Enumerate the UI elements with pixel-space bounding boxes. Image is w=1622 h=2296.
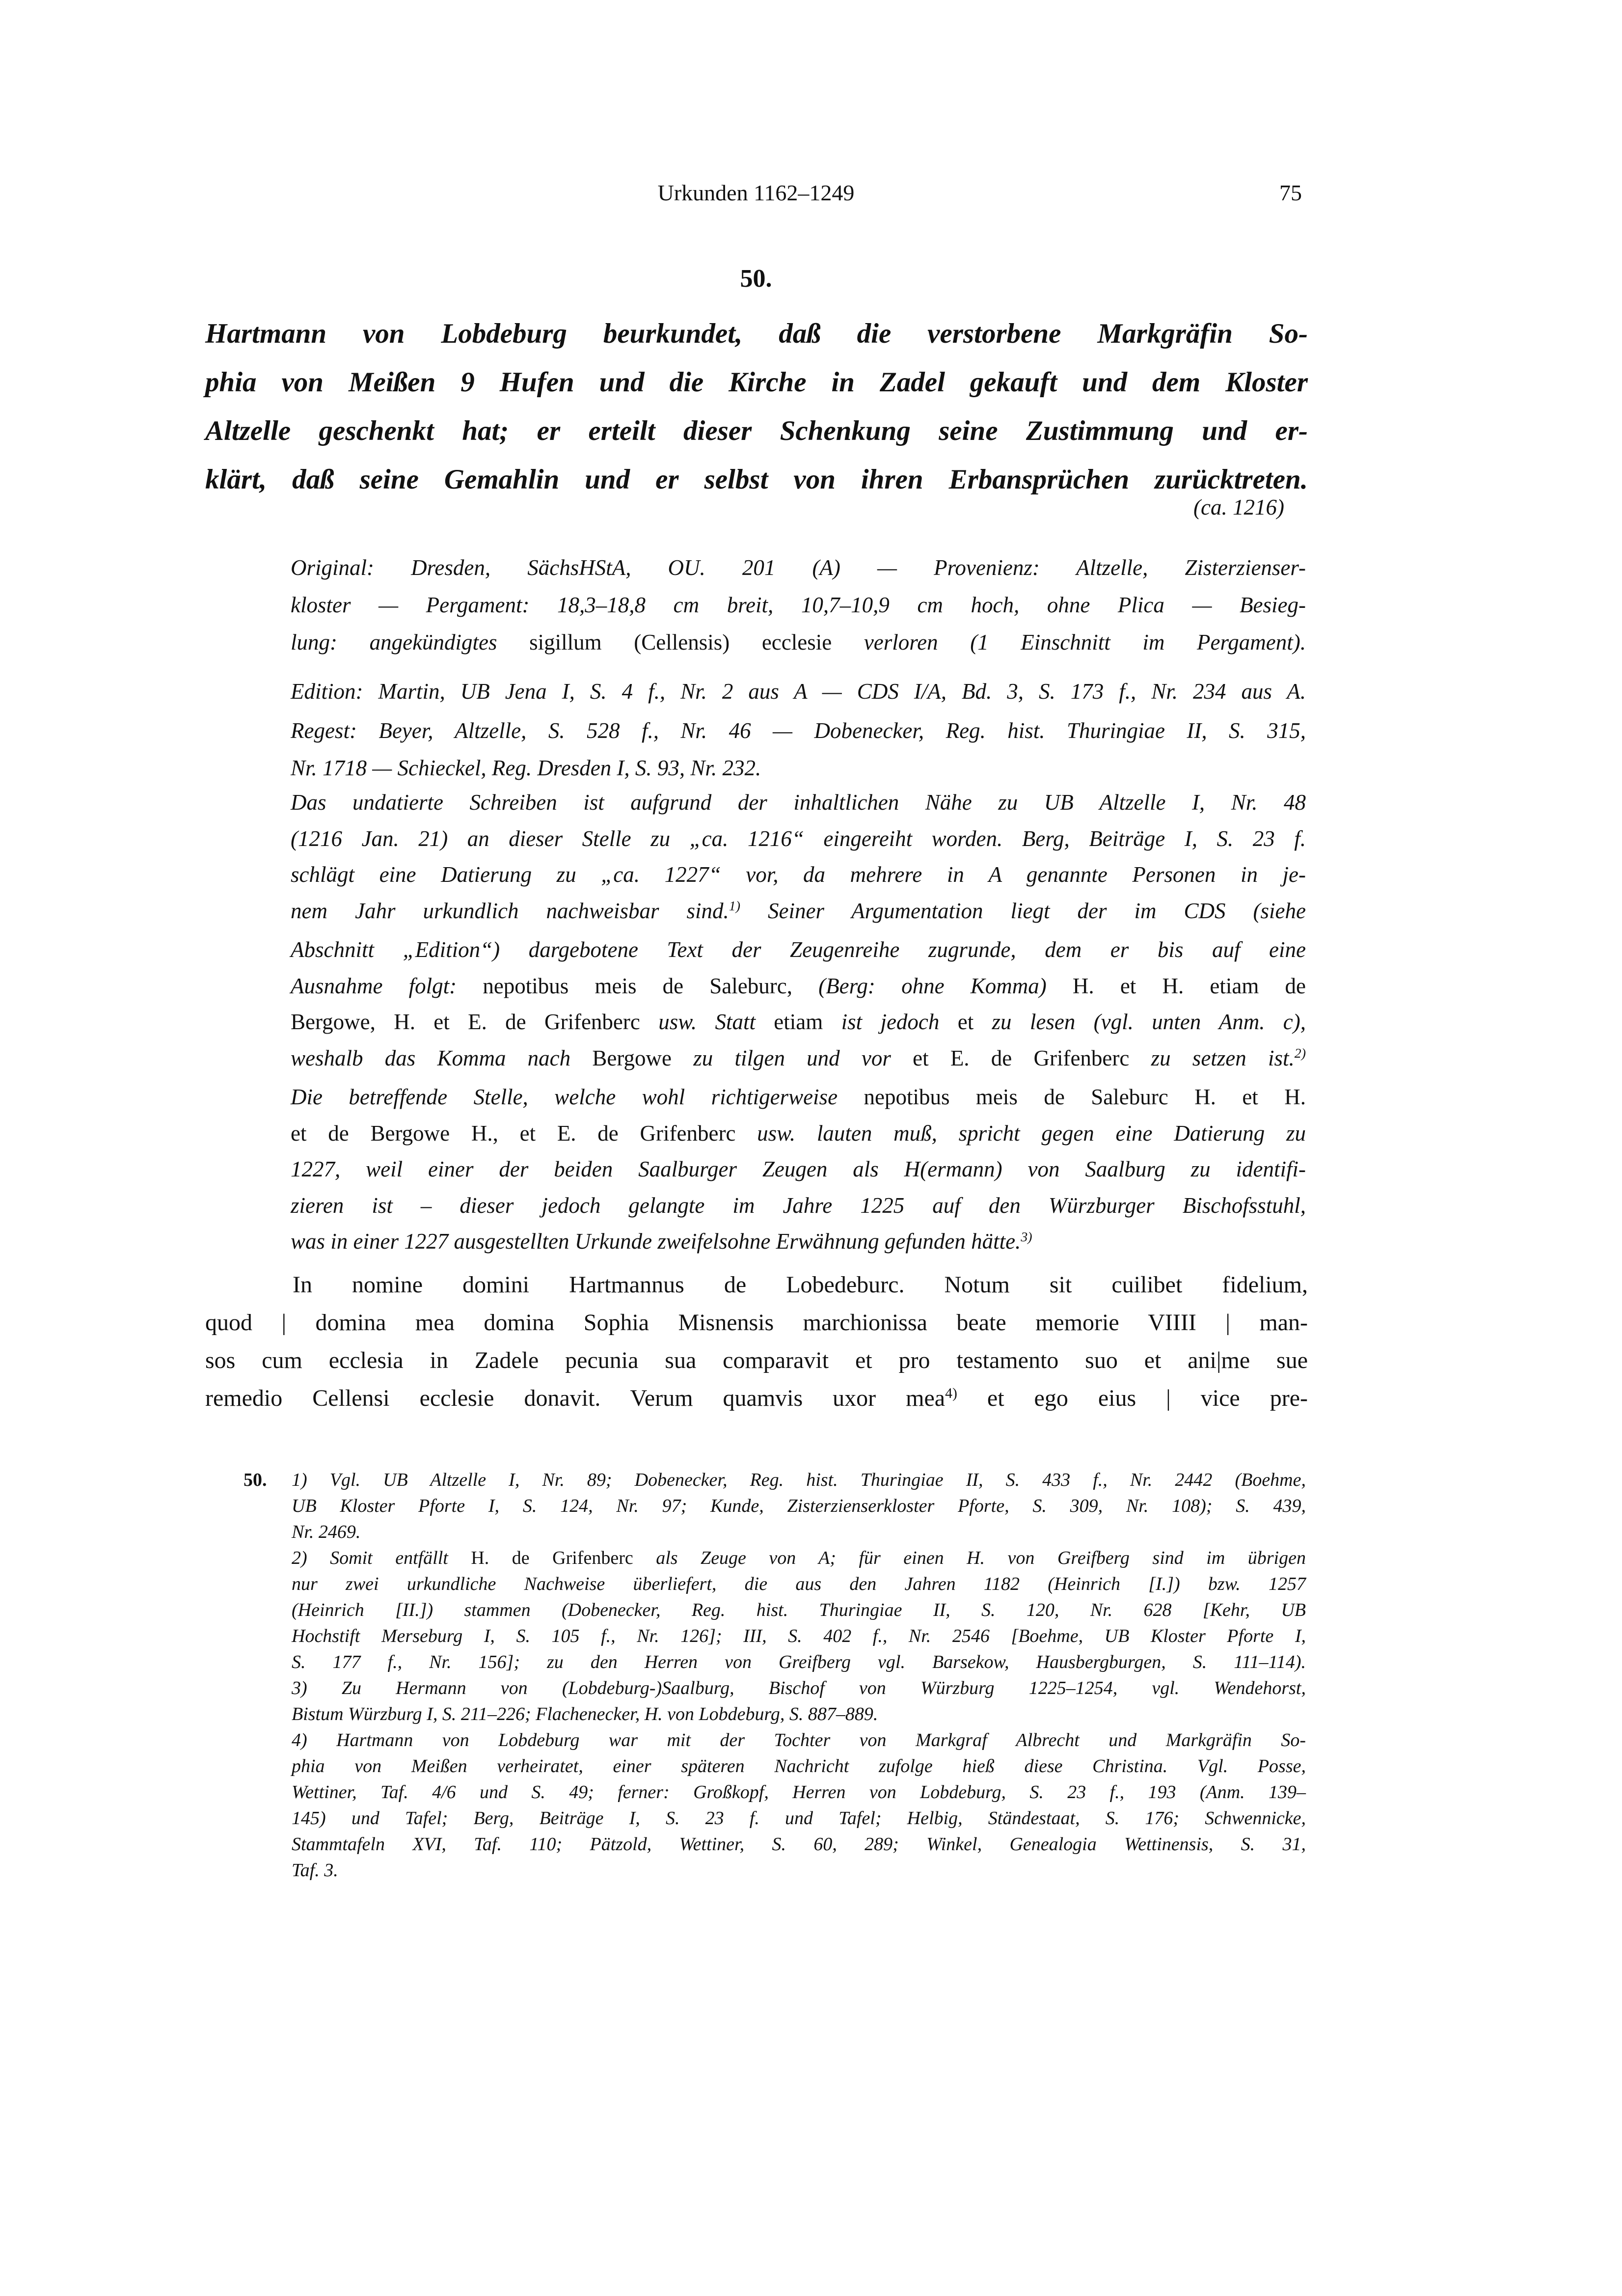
text-run: schlägt eine Datierung zu „ca. 1227“ vor, da mehrere in A genannte Personen in je- (291, 862, 1306, 887)
text-run: verloren (1 Einschnitt im Pergament). (864, 630, 1306, 655)
text-run: et (957, 1010, 992, 1034)
text-run: Taf. 3. (292, 1860, 338, 1881)
text-run: et ego eius | vice pre- (957, 1385, 1308, 1411)
text-line (291, 785, 1306, 821)
text-run: Edition: Martin, UB Jena I, S. 4 f., Nr. 2 aus A — CDS I/A, Bd. 3, S. 173 f., Nr. 234 aus A. (291, 679, 1306, 704)
text-run: nur zwei urkundliche Nachweise überliefert, die aus den Jahren 1182 (Heinrich [I.]) bzw. 1257 (292, 1574, 1306, 1594)
text-line (292, 1805, 1306, 1831)
footnote-3 (292, 1675, 1306, 1727)
text-line (291, 821, 1306, 857)
text-line (292, 1701, 1306, 1727)
text-run: weshalb das Komma nach (291, 1045, 593, 1070)
text-run: phia von Meißen 9 Hufen und die Kirche in Zadel gekauft und dem Kloster (205, 367, 1308, 398)
text-run: ist jedoch (841, 1010, 958, 1034)
charter-number: 50. (740, 265, 772, 293)
text-run: quod | domina mea domina Sophia Misnensis marchionissa beate memorie VIIII | man- (205, 1310, 1308, 1336)
footnote-4 (292, 1727, 1306, 1884)
text-run: Stammtafeln XVI, Taf. 110; Pätzold, Wettiner, S. 60, 289; Winkel, Genealogia Wettinensis, S. 31, (292, 1834, 1306, 1855)
text-run: usw. Statt (658, 1010, 774, 1034)
text-line (205, 309, 1308, 358)
text-run: etiam (774, 1010, 841, 1034)
text-run: Hartmann von Lobdeburg beurkundet, daß die verstorbene Markgräfin So- (205, 318, 1308, 349)
text-line (205, 1341, 1308, 1379)
text-run: H. de Grifenberc (471, 1548, 656, 1568)
charter-summary (205, 309, 1308, 504)
text-run: 3) Zu Hermann von (Lobdeburg-)Saalburg, Bischof von Würzburg 1225–1254, vgl. Wendehorst, (292, 1678, 1306, 1698)
text-line (291, 624, 1306, 661)
text-line (205, 1266, 1308, 1304)
apparatus-edition (291, 673, 1306, 710)
text-run: Bistum Würzburg I, S. 211–226; Flachenecker, H. von Lobdeburg, S. 887–889. (292, 1704, 878, 1724)
footnote-2 (292, 1545, 1306, 1675)
text-run: et E. de Grifenberc (913, 1045, 1151, 1070)
text-run: sigillum (Cellensis) ecclesie (529, 630, 864, 655)
charter-date: (ca. 1216) (1193, 495, 1284, 519)
text-line (291, 893, 1306, 932)
text-run: (1216 Jan. 21) an dieser Stelle zu „ca. 1216“ eingereiht worden. Berg, Beiträge I, S. 23 f. (291, 826, 1306, 851)
text-run: UB Kloster Pforte I, S. 124, Nr. 97; Kunde, Zisterzienserkloster Pforte, S. 309, Nr. 108); S. 439, (292, 1496, 1306, 1516)
text-line (292, 1545, 1306, 1571)
footnotes-block (243, 1467, 1306, 1884)
text-line (292, 1571, 1306, 1597)
text-run: nem Jahr urkundlich nachweisbar sind. (291, 898, 729, 923)
text-line (291, 1116, 1306, 1152)
text-run: Nr. 1718 — Schieckel, Reg. Dresden I, S. 93, Nr. 232. (291, 756, 761, 780)
text-run: Die betreffende Stelle, welche wohl richtigerweise (291, 1085, 864, 1109)
text-line (292, 1519, 1306, 1545)
text-run: als Zeuge von A; für einen H. von Greifberg sind im übrigen (656, 1548, 1306, 1568)
text-run: Bergowe (592, 1045, 694, 1070)
text-run: was in einer 1227 ausgestellten Urkunde zweifelsohne Erwähnung gefunden hätte. (291, 1229, 1021, 1254)
text-run: 145) und Tafel; Berg, Beiträge I, S. 23 f. und Tafel; Helbig, Ständestaat, S. 176; Schwennicke, (292, 1808, 1306, 1829)
page-number: 75 (1279, 180, 1302, 205)
text-run: 4) (945, 1385, 957, 1401)
text-run: 1) Vgl. UB Altzelle I, Nr. 89; Dobenecker, Reg. hist. Thuringiae II, S. 433 f., Nr. 2442 (Boehme, (292, 1470, 1306, 1490)
charter-latin-text (205, 1266, 1308, 1420)
text-run: Nr. 2469. (292, 1522, 361, 1542)
text-line (292, 1727, 1306, 1753)
text-run: 3) (1021, 1229, 1032, 1245)
text-run: 1) (729, 899, 740, 914)
apparatus-regest (291, 712, 1306, 787)
text-line (205, 1304, 1308, 1341)
text-line (291, 1004, 1306, 1040)
text-run: et de Bergowe H., et E. de Grifenberc (291, 1121, 757, 1146)
text-line (292, 1753, 1306, 1779)
text-run: zieren ist – dieser jedoch gelangte im Jahre 1225 auf den Würzburger Bischofsstuhl, (291, 1193, 1306, 1218)
footnote-1 (292, 1467, 1306, 1545)
running-header-title: Urkunden 1162–1249 (657, 180, 855, 205)
text-run: 1227, weil einer der beiden Saalburger Zeugen als H(ermann) von Saalburg zu identifi- (291, 1157, 1306, 1181)
text-run: Ausnahme folgt: (291, 973, 483, 998)
text-run: sos cum ecclesia in Zadele pecunia sua comparavit et pro testamento suo et ani|me sue (205, 1347, 1308, 1373)
text-line (292, 1675, 1306, 1701)
text-line (291, 1151, 1306, 1188)
text-run: H. et H. etiam de (1072, 973, 1306, 998)
text-run: S. 177 f., Nr. 156]; zu den Herren von Greifberg vgl. Barsekow, Hausbergburgen, S. 111–114). (292, 1652, 1306, 1672)
text-line (292, 1779, 1306, 1805)
text-run: 4) Hartmann von Lobdeburg war mit der Tochter von Markgraf Albrecht und Markgräfin So- (292, 1730, 1306, 1750)
text-line (291, 1188, 1306, 1224)
text-line (292, 1831, 1306, 1858)
text-run: klärt, daß seine Gemahlin und er selbst von ihren Erbansprüchen zurücktreten. (205, 464, 1308, 495)
text-line (205, 407, 1308, 455)
text-line (291, 586, 1306, 624)
text-line (291, 932, 1306, 968)
text-run: zu tilgen und vor (693, 1045, 913, 1070)
text-line (292, 1858, 1306, 1884)
text-run: Regest: Beyer, Altzelle, S. 528 f., Nr. 46 — Dobenecker, Reg. hist. Thuringiae II, S. 315, (291, 718, 1306, 743)
apparatus-commentary (291, 785, 1306, 1263)
text-line (292, 1493, 1306, 1519)
text-run: 2) (1294, 1046, 1306, 1062)
text-line (292, 1649, 1306, 1675)
text-run: 2) Somit entfällt (292, 1548, 471, 1568)
text-run: kloster — Pergament: 18,3–18,8 cm breit, 10,7–10,9 cm hoch, ohne Plica — Besieg- (291, 593, 1306, 617)
footnote-group-label: 50. (243, 1470, 267, 1490)
text-run: nepotibus meis de Saleburc H. et H. (864, 1085, 1306, 1109)
text-line (291, 1040, 1306, 1080)
text-run: phia von Meißen verheiratet, einer späteren Nachricht zufolge hieß diese Christina. Vgl. Posse, (292, 1756, 1306, 1777)
text-run: (Berg: ohne Komma) (818, 973, 1073, 998)
apparatus-original (291, 549, 1306, 661)
text-run: lung: angekündigtes (291, 630, 530, 655)
text-run: usw. lauten muß, spricht gegen eine Datierung zu (757, 1121, 1306, 1146)
text-run: Seiner Argumentation liegt der im CDS (siehe (740, 898, 1306, 923)
text-run: Wettiner, Taf. 4/6 und S. 49; ferner: Großkopf, Herren von Lobdeburg, S. 23 f., 193 (Anm. 139– (292, 1782, 1306, 1803)
text-line (292, 1467, 1306, 1493)
text-run: Abschnitt „Edition“) dargebotene Text der Zeugenreihe zugrunde, dem er bis auf eine (291, 937, 1306, 962)
text-line (292, 1597, 1306, 1623)
text-run: Das undatierte Schreiben ist aufgrund der inhaltlichen Nähe zu UB Altzelle I, Nr. 48 (291, 790, 1306, 815)
text-line (291, 1079, 1306, 1116)
text-line (291, 749, 1306, 787)
text-run: In nomine domini Hartmannus de Lobedeburc. Notum sit cuilibet fidelium, (293, 1272, 1308, 1298)
text-line (205, 358, 1308, 407)
text-line (291, 857, 1306, 893)
text-line (205, 1379, 1308, 1420)
text-line (291, 968, 1306, 1005)
text-run: remedio Cellensi ecclesie donavit. Verum quamvis uxor mea (205, 1385, 946, 1411)
text-line (291, 1224, 1306, 1263)
text-run: nepotibus meis de Saleburc, (483, 973, 819, 998)
text-run: Hochstift Merseburg I, S. 105 f., Nr. 126]; III, S. 402 f., Nr. 2546 [Boehme, UB Kloster Pforte I, (292, 1626, 1306, 1646)
text-line (291, 712, 1306, 749)
text-line (291, 673, 1306, 710)
text-line (292, 1623, 1306, 1649)
text-run: Altzelle geschenkt hat; er erteilt dieser Schenkung seine Zustimmung und er- (205, 415, 1308, 446)
text-line (291, 549, 1306, 586)
text-run: Original: Dresden, SächsHStA, OU. 201 (A) — Provenienz: Altzelle, Zisterzienser- (291, 555, 1306, 580)
running-header (206, 181, 1306, 205)
text-run: zu lesen (vgl. unten Anm. c), (992, 1010, 1306, 1034)
text-run: Bergowe, H. et E. de Grifenberc (291, 1010, 659, 1034)
text-run: zu setzen ist. (1151, 1045, 1295, 1070)
text-run: (Heinrich [II.]) stammen (Dobenecker, Reg. hist. Thuringiae II, S. 120, Nr. 628 [Kehr, UB (292, 1600, 1306, 1620)
